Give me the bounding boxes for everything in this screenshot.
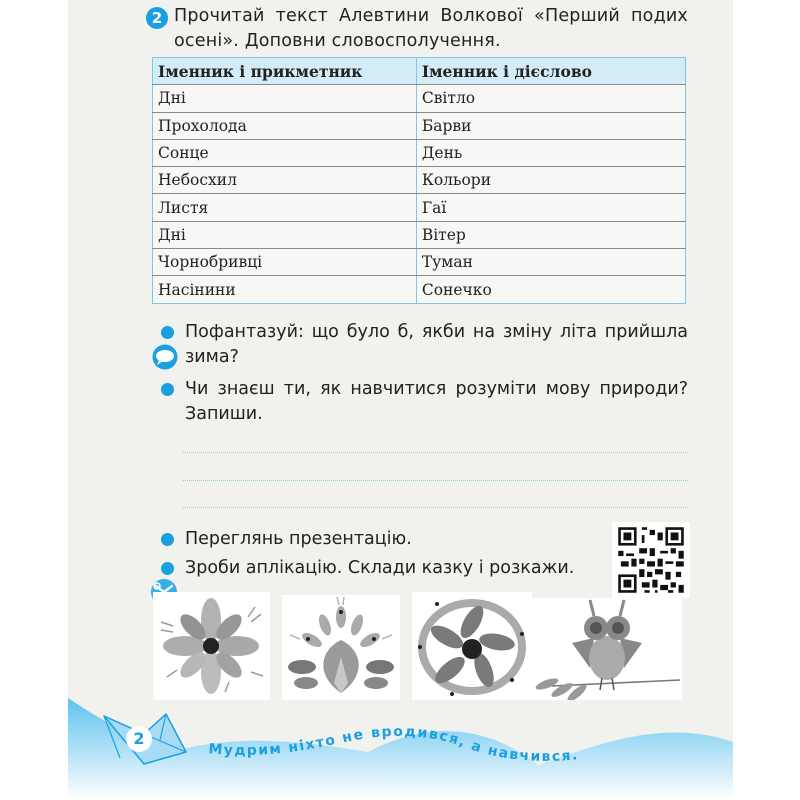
table-cell[interactable]: Небосхил xyxy=(153,167,417,194)
qr-code[interactable] xyxy=(612,522,690,598)
proverb-text xyxy=(208,724,580,765)
prompt-presentation: Переглянь презентацію. xyxy=(185,529,412,549)
task-instruction xyxy=(148,4,688,54)
bullet-icon xyxy=(161,383,174,396)
column-header: Іменник і дієслово xyxy=(416,58,685,85)
answer-line[interactable] xyxy=(183,452,688,453)
table-cell[interactable]: Сонечко xyxy=(416,276,685,303)
table-cell[interactable]: Листя xyxy=(153,194,417,221)
table-cell[interactable]: Туман xyxy=(416,249,685,276)
table-row xyxy=(153,249,686,276)
bullet-icon xyxy=(161,326,174,339)
prompt-nature-language: Чи знаєш ти, як навчитися розуміти мову природи? Запиши. xyxy=(185,379,688,424)
page-number: 2 xyxy=(126,726,152,752)
speech-bubble-icon xyxy=(150,344,180,370)
table-cell[interactable]: Дні xyxy=(153,85,417,112)
bullet-icon xyxy=(161,562,174,575)
answer-line[interactable] xyxy=(183,507,688,508)
prompt-fantasize: Пофантазуй: що було б, якби на зміну літа прийшла зима? xyxy=(185,322,688,367)
table-cell[interactable]: Гаї xyxy=(416,194,685,221)
table-cell[interactable]: Дні xyxy=(153,221,417,248)
table-header-row xyxy=(153,58,686,85)
table-cell[interactable]: Сонце xyxy=(153,139,417,166)
prompt-applique: Зроби аплікацію. Склади казку і розкажи. xyxy=(185,558,575,578)
answer-line[interactable] xyxy=(183,480,688,481)
table-row xyxy=(153,85,686,112)
table-cell[interactable]: Насінини xyxy=(153,276,417,303)
table-row xyxy=(153,276,686,303)
qr-code-icon xyxy=(612,522,690,598)
table-row xyxy=(153,221,686,248)
proverb xyxy=(200,715,640,775)
table-cell[interactable]: Кольори xyxy=(416,167,685,194)
table-row xyxy=(153,112,686,139)
table-cell[interactable]: Вітер xyxy=(416,221,685,248)
task-number-badge: 2 xyxy=(146,7,168,29)
table-cell[interactable]: Світло xyxy=(416,85,685,112)
table-cell[interactable]: Прохолода xyxy=(153,112,417,139)
table-row xyxy=(153,139,686,166)
table-row xyxy=(153,194,686,221)
task-instruction-text: Прочитай текст Алевтини Волкової «Перший подих осені». Доповни словосполучення. xyxy=(174,6,688,51)
table-cell[interactable]: Чорнобривці xyxy=(153,249,417,276)
table-row xyxy=(153,167,686,194)
table-cell[interactable]: Барви xyxy=(416,112,685,139)
proverb-textpath: Мудрим ніхто не вродився, а навчився. xyxy=(207,723,580,765)
bullet-icon xyxy=(161,533,174,546)
column-header: Іменник і прикметник xyxy=(153,58,417,85)
table-cell[interactable]: День xyxy=(416,139,685,166)
word-pairs-table xyxy=(152,57,686,304)
